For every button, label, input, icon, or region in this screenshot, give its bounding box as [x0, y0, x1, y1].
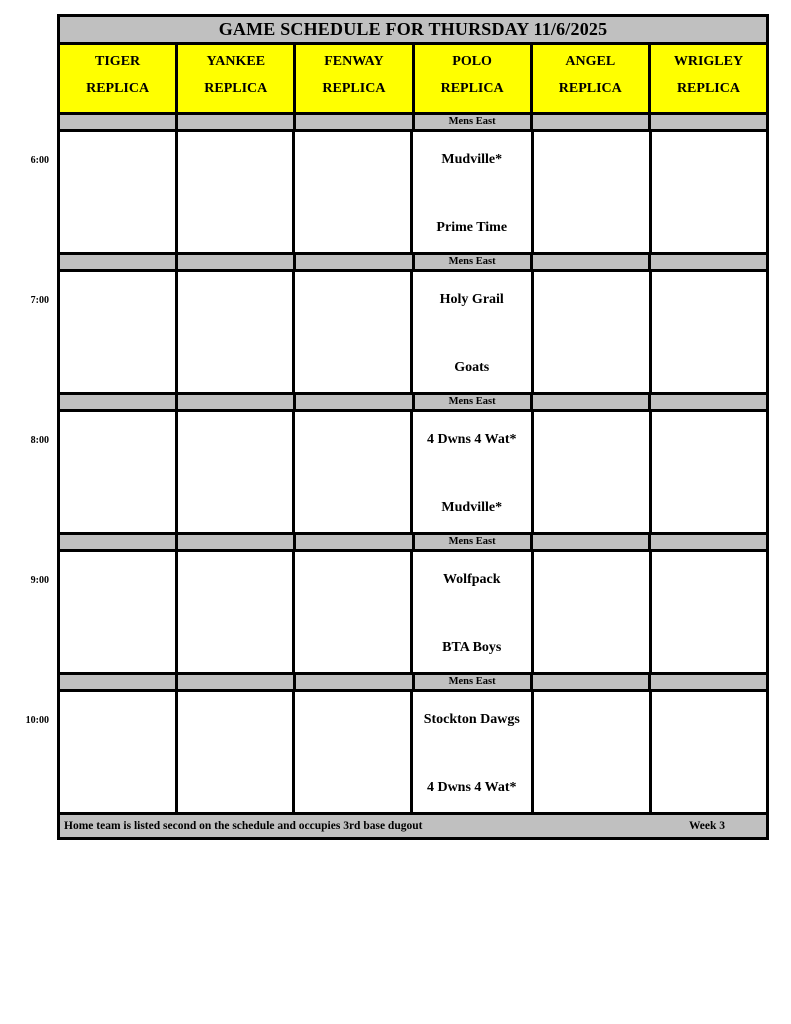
field-header-angel — [533, 45, 648, 112]
empty-game-cell — [60, 552, 175, 672]
band-cell — [60, 675, 175, 689]
band-cell — [533, 395, 648, 409]
footer — [60, 815, 766, 837]
band-cell — [60, 535, 175, 549]
field-header-wrigley — [651, 45, 766, 112]
field-suffix: REPLICA — [558, 81, 622, 96]
field-suffix: REPLICA — [204, 81, 268, 96]
week-label: Week 3 — [688, 820, 726, 832]
away-team: Holy Grail — [439, 292, 504, 307]
time-label: 6:00 — [30, 155, 49, 166]
empty-game-cell — [652, 552, 767, 672]
empty-game-cell — [534, 132, 649, 252]
band-cell — [60, 255, 175, 269]
band-cell — [178, 115, 293, 129]
time-label: 8:00 — [30, 435, 49, 446]
away-team: Wolfpack — [442, 572, 501, 587]
field-suffix: REPLICA — [322, 81, 386, 96]
division-label: Mens East — [415, 255, 530, 269]
matchup-cell — [413, 132, 532, 252]
empty-game-cell — [534, 552, 649, 672]
band-cell — [651, 255, 766, 269]
field-suffix: REPLICA — [676, 81, 740, 96]
field-header-polo — [415, 45, 530, 112]
away-team: Mudville* — [441, 152, 503, 167]
band-cell — [296, 675, 411, 689]
band-cell — [296, 535, 411, 549]
empty-game-cell — [534, 692, 649, 812]
field-header-yankee — [178, 45, 293, 112]
band-cell — [178, 675, 293, 689]
home-team: Mudville* — [441, 500, 503, 515]
band-cell — [533, 115, 648, 129]
field-name: TIGER — [95, 54, 141, 69]
matchup-cell — [413, 412, 532, 532]
empty-game-cell — [652, 272, 767, 392]
time-label: 7:00 — [30, 295, 49, 306]
band-cell — [178, 535, 293, 549]
schedule-title: GAME SCHEDULE FOR THURSDAY 11/6/2025 — [60, 17, 766, 42]
empty-game-cell — [178, 412, 293, 532]
empty-game-cell — [60, 692, 175, 812]
band-cell — [60, 395, 175, 409]
band-cell — [178, 255, 293, 269]
empty-game-cell — [60, 272, 175, 392]
empty-game-cell — [178, 272, 293, 392]
field-name: WRIGLEY — [673, 54, 744, 69]
matchup-cell — [413, 692, 532, 812]
empty-game-cell — [178, 132, 293, 252]
empty-game-cell — [178, 692, 293, 812]
division-label: Mens East — [415, 675, 530, 689]
band-cell — [296, 115, 411, 129]
empty-game-cell — [60, 412, 175, 532]
field-suffix: REPLICA — [440, 81, 504, 96]
away-team: Stockton Dawgs — [423, 712, 520, 727]
home-team: Prime Time — [436, 220, 508, 235]
division-band-row — [60, 395, 766, 409]
game-row-900 — [30, 552, 766, 672]
band-cell — [651, 675, 766, 689]
game-row-800 — [30, 412, 766, 532]
field-header-row — [60, 45, 766, 112]
matchup-cell — [413, 552, 532, 672]
field-suffix: REPLICA — [86, 81, 150, 96]
field-name: YANKEE — [206, 54, 266, 69]
division-band-row — [60, 115, 766, 129]
home-team: Goats — [454, 360, 490, 375]
band-cell — [533, 255, 648, 269]
schedule-table — [25, 14, 769, 840]
empty-game-cell — [295, 552, 410, 672]
empty-game-cell — [295, 272, 410, 392]
away-team: 4 Dwns 4 Wat* — [426, 432, 517, 447]
empty-game-cell — [295, 132, 410, 252]
game-row-1000 — [25, 692, 766, 812]
band-cell — [533, 675, 648, 689]
home-team: BTA Boys — [442, 640, 502, 655]
band-cell — [178, 395, 293, 409]
game-row-700 — [30, 272, 766, 392]
field-name: FENWAY — [324, 54, 384, 69]
field-header-tiger — [60, 45, 175, 112]
division-band-row — [60, 535, 766, 549]
empty-game-cell — [534, 272, 649, 392]
empty-game-cell — [295, 692, 410, 812]
field-name: POLO — [452, 54, 492, 69]
band-cell — [651, 395, 766, 409]
division-label: Mens East — [415, 395, 530, 409]
empty-game-cell — [60, 132, 175, 252]
band-cell — [651, 535, 766, 549]
time-label: 9:00 — [30, 575, 49, 586]
footer-note: Home team is listed second on the schedule and occupies 3rd base dugout — [64, 820, 423, 832]
empty-game-cell — [178, 552, 293, 672]
game-row-600 — [30, 132, 766, 252]
empty-game-cell — [534, 412, 649, 532]
band-cell — [296, 395, 411, 409]
division-band-row — [60, 255, 766, 269]
band-cell — [296, 255, 411, 269]
home-team: 4 Dwns 4 Wat* — [426, 780, 517, 795]
empty-game-cell — [652, 412, 767, 532]
empty-game-cell — [295, 412, 410, 532]
field-header-fenway — [296, 45, 411, 112]
empty-game-cell — [652, 692, 767, 812]
band-cell — [60, 115, 175, 129]
division-label: Mens East — [415, 115, 530, 129]
division-band-row — [60, 675, 766, 689]
time-label: 10:00 — [25, 715, 49, 726]
band-cell — [651, 115, 766, 129]
empty-game-cell — [652, 132, 767, 252]
division-label: Mens East — [415, 535, 530, 549]
field-name: ANGEL — [565, 54, 616, 69]
band-cell — [533, 535, 648, 549]
matchup-cell — [413, 272, 532, 392]
